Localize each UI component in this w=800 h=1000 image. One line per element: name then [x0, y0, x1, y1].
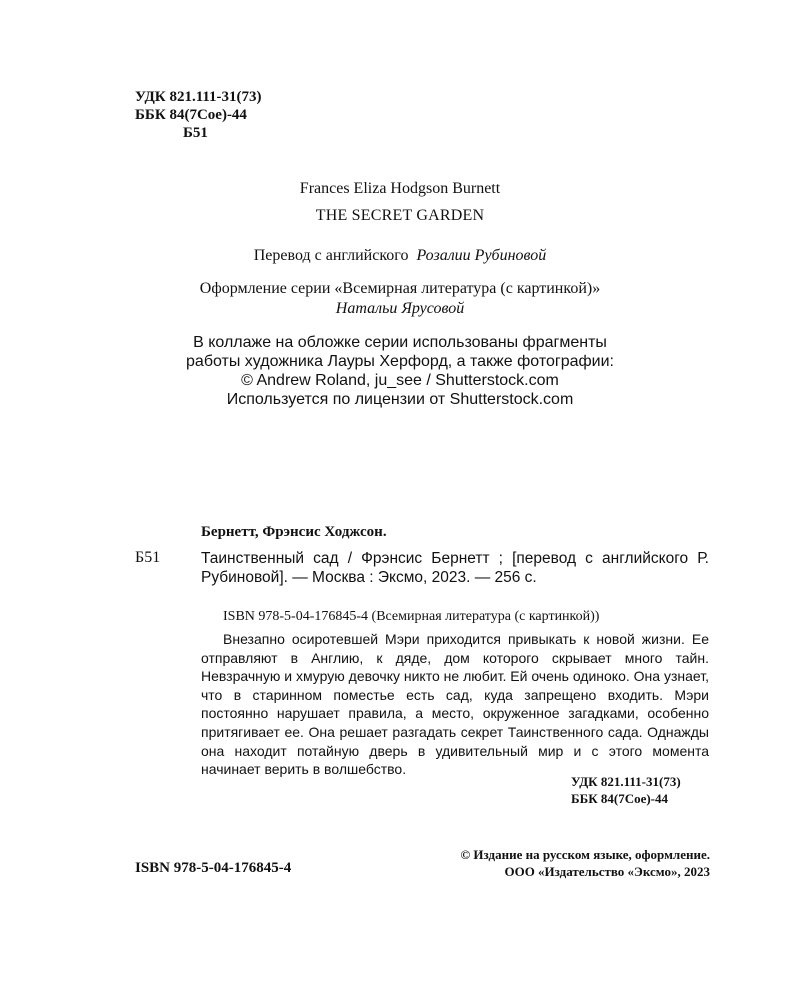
translation-credit — [0, 247, 800, 265]
bbk-code: ББК 84(7Сое)-44 — [571, 791, 669, 806]
collage-line: работы художника Лауры Херфорд, а также фотографии: — [186, 353, 614, 370]
designer-name: Натальи Ярусовой — [335, 300, 465, 317]
collage-line: Используется по лицензии от Shutterstock.com — [226, 391, 574, 408]
classification-codes-top — [135, 88, 262, 142]
collage-line: © Andrew Roland, ju_see / Shutterstock.com — [241, 372, 559, 389]
udk-code: УДК 821.111-31(73) — [135, 89, 262, 105]
classification-codes-bottom — [571, 773, 681, 807]
isbn: ISBN 978-5-04-176845-4 — [135, 860, 292, 876]
translation-label: Перевод с английского — [253, 247, 409, 264]
series-design-credit — [0, 279, 800, 319]
catalog-entry: Таинственный сад / Фрэнсис Бернетт ; [перевод с английского Р. Рубиновой]. — Москва : Эксмо, 2023. — 256 с. — [201, 550, 709, 586]
copyright-notice — [400, 846, 710, 880]
collage-credits — [0, 333, 800, 409]
original-author: Frances Eliza Hodgson Burnett — [299, 180, 501, 197]
design-label: Оформление серии «Всемирная литература (с картинкой)» — [199, 280, 601, 297]
original-title: THE SECRET GARDEN — [315, 207, 485, 224]
copyright-line: ООО «Издательство «Эксмо», 2023 — [504, 864, 710, 879]
catalog-isbn-series: ISBN 978-5-04-176845-4 (Всемирная литература (с картинкой)) — [223, 609, 600, 624]
translator-name: Розалии Рубиновой — [416, 247, 547, 264]
author-sign: Б51 — [183, 125, 208, 141]
udk-code: УДК 821.111-31(73) — [571, 774, 681, 789]
collage-line: В коллаже на обложке серии использованы фрагменты — [193, 334, 607, 351]
catalog-author-heading: Бернетт, Фрэнсис Ходжсон. — [201, 524, 387, 540]
bbk-code: ББК 84(7Сое)-44 — [135, 107, 247, 123]
catalog-annotation: Внезапно осиротевшей Мэри приходится привыкать к новой жизни. Ее отправляют в Англию, к дяде, дом которого скрывает много тайн. Невзрачную и хмурую девочку никто не любит. Ей очень одиноко. Она узнает, что в старинном поместье есть сад, куда запрещено входить. Мэри постоянно нарушает правила, а место, окруженное загадками, особенно притягивает ее. Она решает разгадать секрет Таинственного сада. Однажды она находит потайную дверь в удивительный мир и с этого момента начинает верить в волшебство. — [201, 631, 709, 778]
copyright-line: © Издание на русском языке, оформление. — [460, 847, 710, 862]
catalog-key: Б51 — [135, 549, 161, 566]
